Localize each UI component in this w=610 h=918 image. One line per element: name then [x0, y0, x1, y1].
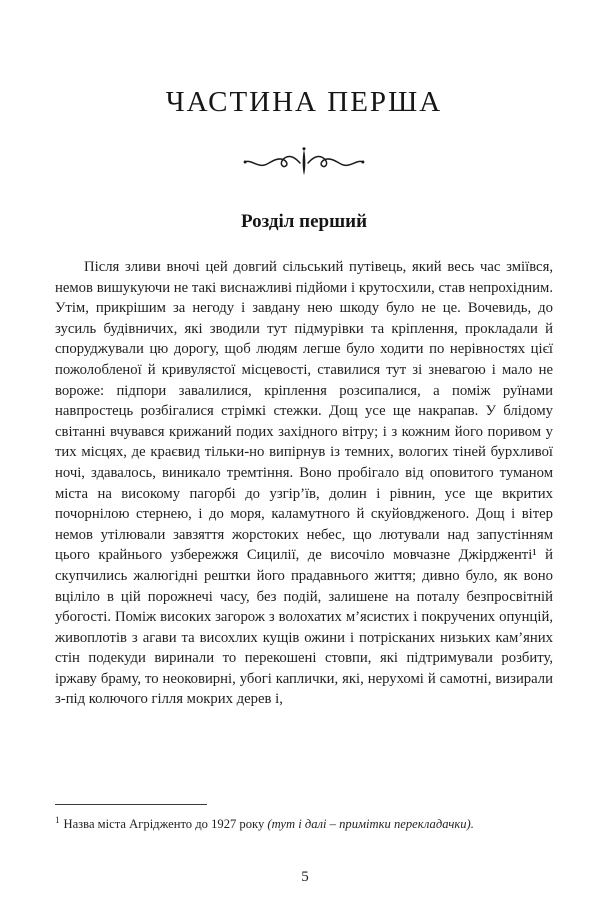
- footnote-area: [55, 804, 553, 832]
- footnote-marker: 1: [55, 814, 60, 825]
- footnote-translator-note: (тут і далі – примітки перекладачки).: [267, 817, 474, 831]
- ornament-graphic: [238, 145, 370, 181]
- part-title: ЧАСТИНА ПЕРША: [165, 86, 443, 118]
- footnote-text: Назва міста Агрідженто до 1927 року: [63, 817, 268, 831]
- chapter-title: Розділ перший: [240, 211, 368, 232]
- body-paragraph: Після зливи вночі цей довгий сільський путівець, який весь час зміївся, немов вишукуючи не такі виснажливі підйоми і крутосхили, став непрохідним. Утім, прикрішим за негоду і завдану нею шкоду було не це. Вочевидь, до зусиль будівничих, які зводили тут підмурівки та кріплення, прокладали й споруджували цю дорогу, щоб людям легше було ходити по нерівностях цієї пожолобленої й кривулястої місцевості, ставилися тут зі зневагою і мало не вороже: підпори завалилися, кріплення розсипалися, а поміж руїнами навпростець розбігалися стрімкі стежки. Дощ усе ще накрапав. У блідому світанні вчувався крижаний подих західного вітру; і з кожним його поривом у тих місцях, де краєвид тільки-но випірнув із темних, вологих тіней бурхливої ночі, здавалось, виникало тремтіння. Воно пробігало від оповитого туманом міста на високому пагорбі до узгір’їв, долин і рівнин, усе ще вкритих почорнілою стернею, і до моря, каламутного й скуйовдженого. Дощ і вітер немов утілювали завзяття жорстоких небес, що лютували над запустінням цього крайнього узбережжя Сицилії, де височіло мовчазне Джірдженті¹ й скупчились жалюгідні рештки його прадавнього життя; дивно було, як воно вціліло в цій порожнечі часу, без подій, залишене на поталу безпросвітній убогості. Поміж високих загорож з волохатих м’ясистих і покручених опунцій, живоплотів з агави та висохлих кущів ожини і потрісканих низьких кам’яних стін подекуди виринали то перекошені стовпи, які підтримували розбиту, іржаву браму, то неоковирні, убогі каплички, які, нерухомі й самотні, визирали з-під колючого гілля мокрих дерев і,: [55, 259, 553, 708]
- footnote-divider: [55, 804, 207, 805]
- floral-divider-ornament: [55, 145, 553, 183]
- footnote: [55, 812, 553, 832]
- page-number: 5: [301, 869, 309, 885]
